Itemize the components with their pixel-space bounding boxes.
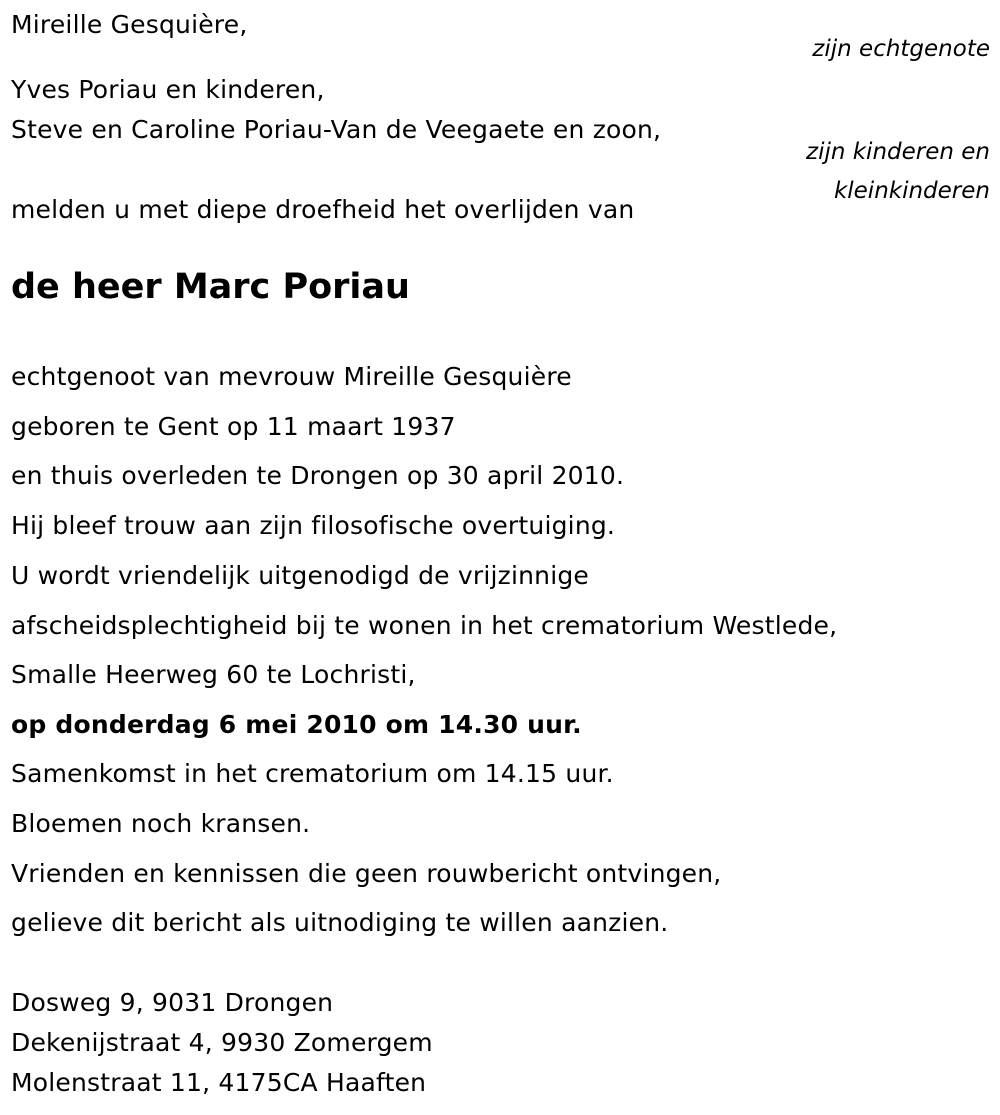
detail-line: Hij bleef trouw aan zijn filosofische overtuiging. (11, 511, 616, 540)
detail-line: Bloemen noch kransen. (11, 809, 311, 838)
ceremony-datetime: op donderdag 6 mei 2010 om 14.30 uur. (11, 710, 582, 739)
spouse-role: zijn echtgenote (812, 36, 990, 62)
deceased-name: de heer Marc Poriau (11, 267, 410, 307)
spouse-name: Mireille Gesquière, (11, 10, 248, 39)
detail-line: Samenkomst in het crematorium om 14.15 uur. (11, 759, 614, 788)
address-line: Dosweg 9, 9031 Drongen (11, 988, 334, 1017)
children-role-1: zijn kinderen en (806, 139, 990, 165)
children-line-2: Steve en Caroline Poriau-Van de Veegaete en zoon, (11, 115, 662, 144)
detail-line: U wordt vriendelijk uitgenodigd de vrijzinnige (11, 561, 589, 590)
detail-line: Smalle Heerweg 60 te Lochristi, (11, 660, 416, 689)
announcement-line: melden u met diepe droefheid het overlijden van (11, 195, 635, 224)
address-line: Dekenijstraat 4, 9930 Zomergem (11, 1028, 433, 1057)
detail-line: geboren te Gent op 11 maart 1937 (11, 412, 456, 441)
children-role-2: kleinkinderen (833, 178, 990, 204)
detail-line: echtgenoot van mevrouw Mireille Gesquière (11, 362, 572, 391)
detail-line: Vrienden en kennissen die geen rouwbericht ontvingen, (11, 859, 722, 888)
children-line-1: Yves Poriau en kinderen, (11, 75, 325, 104)
address-line: Molenstraat 11, 4175CA Haaften (11, 1068, 427, 1097)
detail-line: afscheidsplechtigheid bij te wonen in het crematorium Westlede, (11, 611, 838, 640)
detail-line: en thuis overleden te Drongen op 30 april 2010. (11, 461, 625, 490)
detail-line: gelieve dit bericht als uitnodiging te willen aanzien. (11, 908, 669, 937)
